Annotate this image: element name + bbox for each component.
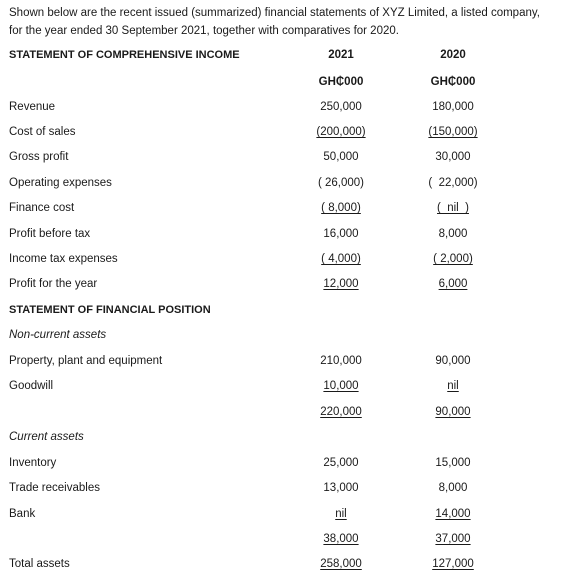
row-label: Property, plant and equipment	[9, 355, 163, 367]
year-2020: 2020	[440, 49, 466, 61]
value-2021: 16,000	[323, 228, 359, 240]
year-2021: 2021	[328, 49, 354, 61]
value-2020: nil	[447, 380, 459, 392]
row-ppe	[0, 352, 564, 370]
value-2020: (150,000)	[428, 126, 478, 138]
row-profit-before-tax	[0, 225, 564, 243]
unit-row	[0, 73, 564, 91]
soci-header-row	[0, 46, 564, 64]
row-goodwill	[0, 377, 564, 395]
value-2021: 50,000	[323, 151, 359, 163]
row-label: Total assets	[9, 558, 70, 570]
value-2020: 180,000	[432, 101, 474, 113]
value-2020: ( 2,000)	[433, 253, 473, 265]
value-2020: ( 22,000)	[428, 177, 478, 189]
row-label: Income tax expenses	[9, 253, 118, 265]
value-2020: 127,000	[432, 558, 474, 570]
value-2021: nil	[335, 508, 347, 520]
row-inventory	[0, 454, 564, 472]
row-cost-of-sales	[0, 123, 564, 141]
sofp-heading: STATEMENT OF FINANCIAL POSITION	[9, 304, 211, 316]
value-2020: 30,000	[435, 151, 471, 163]
value-2021: ( 26,000)	[317, 177, 365, 189]
value-2020: 90,000	[435, 406, 471, 418]
value-2020: 14,000	[435, 508, 471, 520]
row-label: Revenue	[9, 101, 56, 113]
value-2021: 220,000	[320, 406, 362, 418]
row-label: Goodwill	[9, 380, 54, 392]
row-label: Trade receivables	[9, 482, 100, 494]
row-label: Profit before tax	[9, 228, 91, 240]
row-label: Finance cost	[9, 202, 75, 214]
row-bank	[0, 505, 564, 523]
value-2020: ( nil )	[437, 202, 469, 214]
value-2020: 37,000	[435, 533, 471, 545]
non-current-heading-row	[0, 326, 564, 344]
current-heading: Current assets	[9, 431, 84, 443]
value-2021: 250,000	[320, 101, 362, 113]
value-2021: 38,000	[323, 533, 359, 545]
value-2020: 8,000	[438, 228, 468, 240]
value-2021: 258,000	[320, 558, 362, 570]
non-current-heading: Non-current assets	[9, 329, 107, 341]
row-trade-receivables	[0, 479, 564, 497]
value-2021: 10,000	[323, 380, 359, 392]
row-gross-profit	[0, 148, 564, 166]
row-label: Bank	[9, 508, 36, 520]
row-label: Gross profit	[9, 151, 69, 163]
value-2021: ( 4,000)	[321, 253, 361, 265]
soci-heading: STATEMENT OF COMPREHENSIVE INCOME	[9, 49, 240, 61]
value-2021: 25,000	[323, 457, 359, 469]
row-label: Operating expenses	[9, 177, 112, 189]
current-heading-row	[0, 428, 564, 446]
unit-2020: GH₵000	[430, 76, 476, 88]
row-current-total	[0, 530, 564, 548]
value-2020: 90,000	[435, 355, 471, 367]
row-total-assets	[0, 555, 564, 573]
value-2020: 15,000	[435, 457, 471, 469]
intro-text: Shown below are the recent issued (summarized) financial statements of XYZ Limited, a listed company, for the year ended 30 September 2021, together with comparatives for 2020.	[9, 7, 540, 37]
row-profit-for-year	[0, 275, 564, 293]
row-revenue	[0, 98, 564, 116]
value-2020: 6,000	[438, 278, 468, 290]
value-2021: (200,000)	[316, 126, 366, 138]
value-2021: 13,000	[323, 482, 359, 494]
value-2021: 210,000	[320, 355, 362, 367]
row-finance-cost	[0, 199, 564, 217]
sofp-header-row	[0, 301, 564, 319]
unit-2021: GH₵000	[318, 76, 364, 88]
row-non-current-total	[0, 403, 564, 421]
value-2020: 8,000	[438, 482, 468, 494]
row-label: Inventory	[9, 457, 57, 469]
value-2021: 12,000	[323, 278, 359, 290]
row-operating-expenses	[0, 174, 564, 192]
value-2021: ( 8,000)	[321, 202, 361, 214]
row-income-tax	[0, 250, 564, 268]
row-label: Cost of sales	[9, 126, 76, 138]
row-label: Profit for the year	[9, 278, 98, 290]
